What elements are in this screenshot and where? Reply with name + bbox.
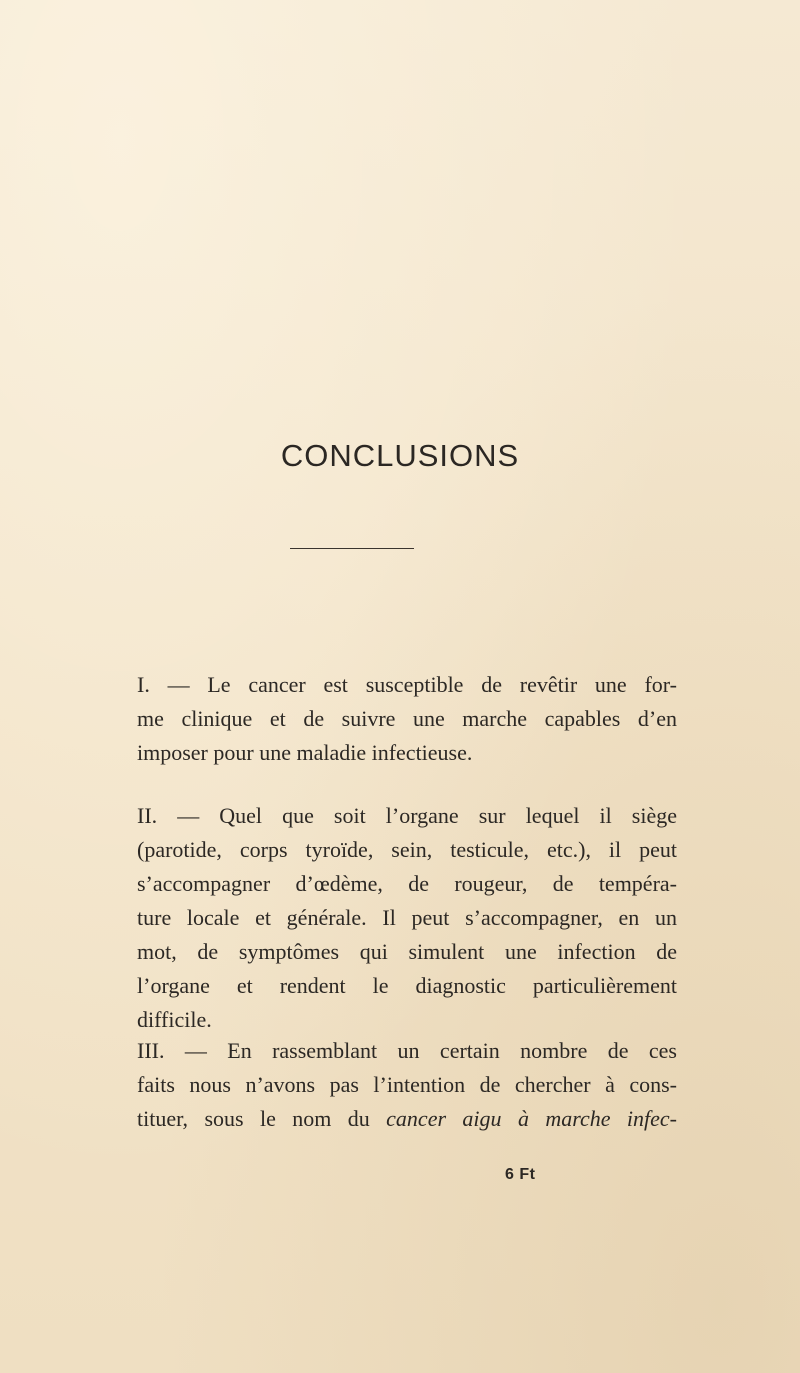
text-line: II. — Quel que soit l’organe sur lequel il siège [137,803,677,828]
text-line: ture locale et générale. Il peut s’accompagner, en un [137,905,677,930]
text-line: difficile. [137,1007,212,1032]
text-line: l’organe et rendent le diagnostic particulièrement [137,973,677,998]
text-italic: cancer aigu à marche infec- [386,1106,677,1131]
text-line-mixed [137,1102,677,1136]
signature-mark: 6 Ft [505,1166,536,1183]
text-line: mot, de symptômes qui simulent une infection de [137,939,677,964]
conclusion-paragraph-3 [137,1034,677,1136]
page-title: CONCLUSIONS [280,438,520,473]
text-line: III. — En rassemblant un certain nombre de ces [137,1038,677,1063]
text-line: imposer pour une maladie infectieuse. [137,740,473,765]
conclusion-paragraph-2 [137,799,677,1037]
text-line: faits nous n’avons pas l’intention de chercher à cons- [137,1072,677,1097]
text-line: (parotide, corps tyroïde, sein, testicule, etc.), il peut [137,837,677,862]
text-plain: tituer, sous le nom du [137,1106,387,1131]
conclusion-paragraph-1 [137,668,677,770]
text-line: s’accompagner d’œdème, de rougeur, de tempéra- [137,871,677,896]
title-divider [290,548,414,549]
text-line: I. — Le cancer est susceptible de revêtir une for- [137,672,677,697]
text-line: me clinique et de suivre une marche capables d’en [137,706,677,731]
